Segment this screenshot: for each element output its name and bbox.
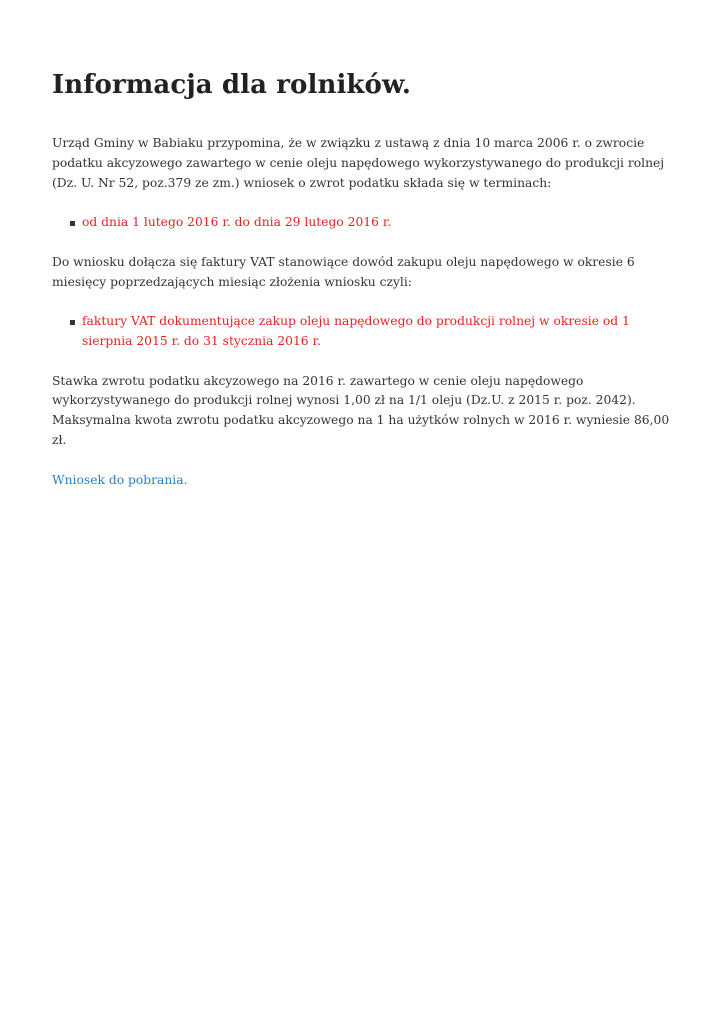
article-body (52, 134, 672, 510)
page-title: Informacja dla rolników. (52, 70, 412, 100)
download-link[interactable]: Wniosek do pobrania. (52, 472, 188, 487)
deadline-list (52, 213, 672, 233)
invoice-item: faktury VAT dokumentujące zakup oleju napędowego do produkcji rolnej w okresie od 1 sierpnia 2015 r. do 31 stycznia 2016 r. (82, 312, 672, 352)
attachments-paragraph: Do wniosku dołącza się faktury VAT stanowiące dowód zakupu oleju napędowego w okresie 6 miesięcy poprzedzających miesiąc złożenia wniosku czyli: (52, 254, 635, 289)
download-paragraph (52, 471, 672, 491)
rate-paragraph: Stawka zwrotu podatku akcyzowego na 2016 r. zawartego w cenie oleju napędowego wykorzystywanego do produkcji rolnej wynosi 1,00 zł na 1/1 oleju (Dz.U. z 2015 r. poz. 2042). Maksymalna kwota zwrotu podatku akcyzowego na 1 ha użytków rolnych w 2016 r. wyniesie 86,00 zł. (52, 373, 670, 447)
invoice-list (52, 312, 672, 352)
deadline-item: od dnia 1 lutego 2016 r. do dnia 29 lutego 2016 r. (82, 213, 672, 233)
intro-paragraph: Urząd Gminy w Babiaku przypomina, że w związku z ustawą z dnia 10 marca 2006 r. o zwrocie podatku akcyzowego zawartego w cenie oleju napędowego wykorzystywanego do produkcji rolnej (Dz. U. Nr 52, poz.379 ze zm.) wniosek o zwrot podatku składa się w terminach: (52, 136, 665, 190)
